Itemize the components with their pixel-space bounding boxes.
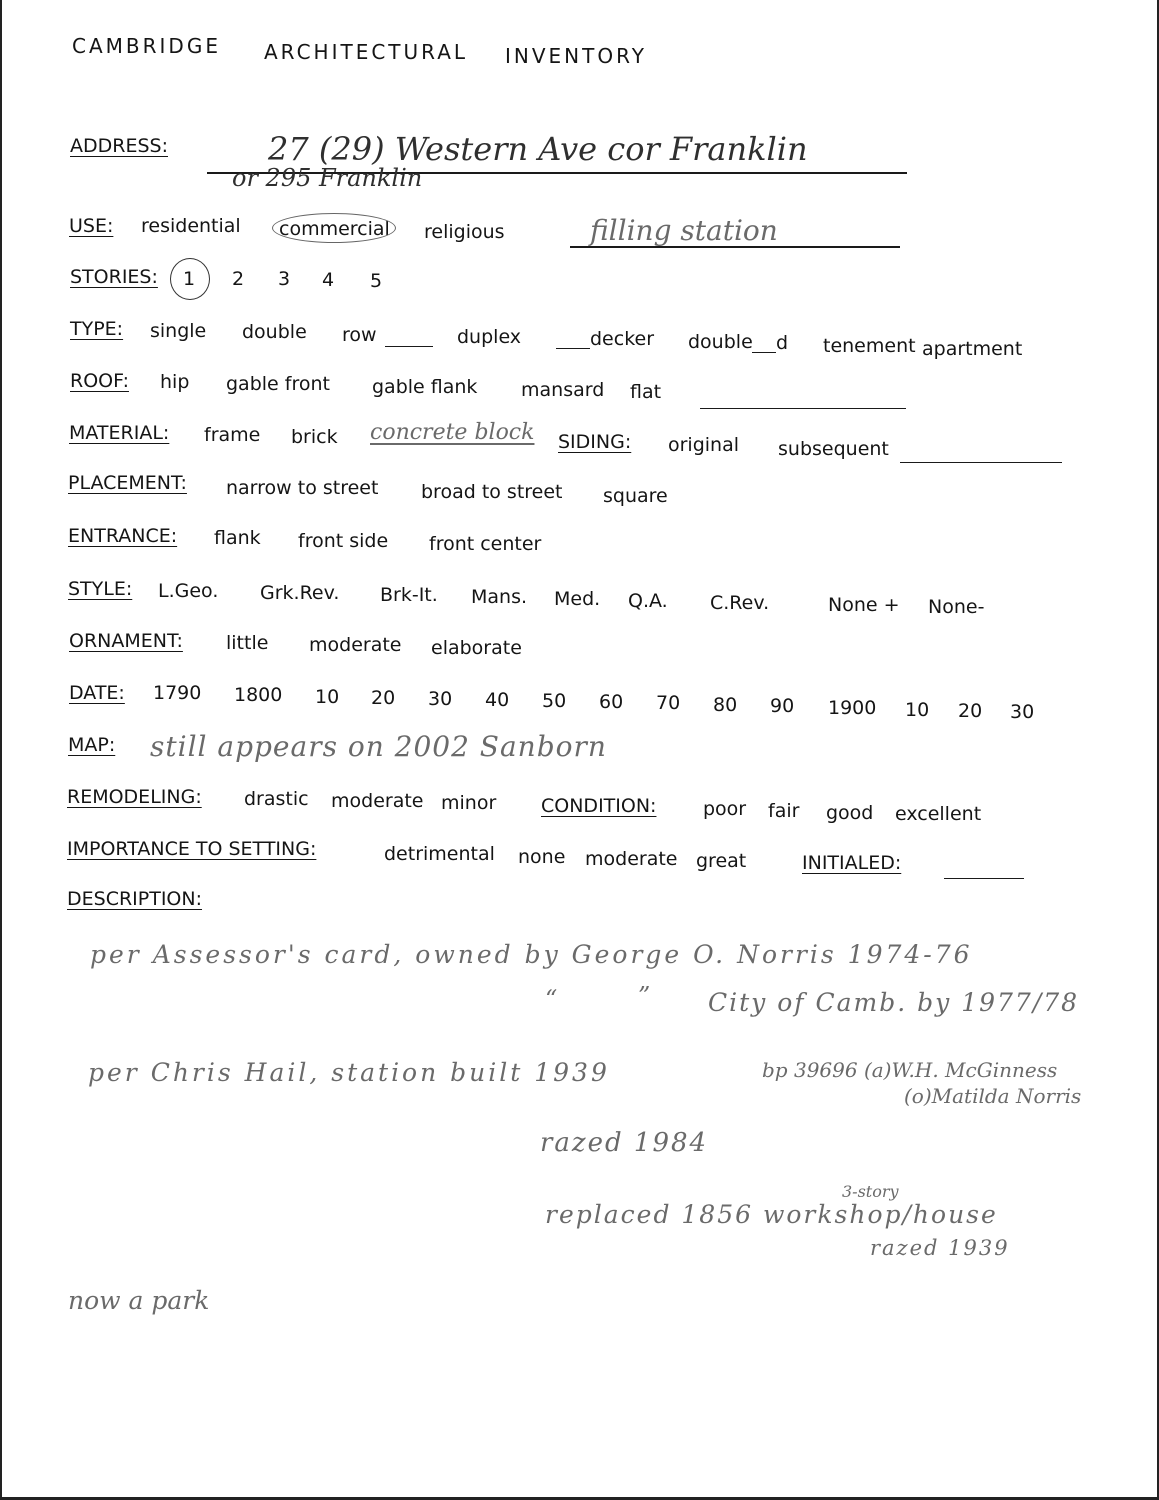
style-option-brkit: Brk-It. xyxy=(380,584,438,606)
importance-option-great: great xyxy=(696,850,747,872)
date-option-20a: 20 xyxy=(371,687,396,709)
roof-option-mansard: mansard xyxy=(521,379,605,401)
date-option-1790: 1790 xyxy=(153,682,202,704)
date-option-40: 40 xyxy=(485,689,510,711)
type-label: TYPE: xyxy=(70,318,124,340)
type-option-apartment: apartment xyxy=(922,338,1023,360)
map-value: still appears on 2002 Sanborn xyxy=(150,730,607,763)
type-option-double: double xyxy=(242,321,307,343)
siding-option-original: original xyxy=(668,434,740,456)
roof-option-hip: hip xyxy=(160,371,190,393)
style-option-crev: C.Rev. xyxy=(710,592,770,614)
page-edge-left xyxy=(0,0,2,1500)
map-label: MAP: xyxy=(68,734,116,756)
type-double-d-blank xyxy=(752,352,776,353)
roof-option-gable-front: gable front xyxy=(226,373,330,395)
description-ditto-close: ” xyxy=(638,982,651,1010)
style-option-none-minus: None- xyxy=(928,596,985,618)
roof-option-flat: flat xyxy=(630,381,662,403)
date-option-1800: 1800 xyxy=(234,684,283,706)
use-other-value: filling station xyxy=(590,214,778,247)
date-option-1900: 1900 xyxy=(828,697,877,719)
date-label: DATE: xyxy=(69,682,125,704)
remodeling-option-minor: minor xyxy=(441,792,497,814)
entrance-option-flank: flank xyxy=(214,527,261,549)
header-word-inventory: INVENTORY xyxy=(505,44,647,68)
placement-option-broad: broad to street xyxy=(421,481,563,503)
siding-option-subsequent: subsequent xyxy=(778,438,889,460)
description-ditto-open: “ xyxy=(545,985,558,1013)
date-option-60: 60 xyxy=(599,691,624,713)
use-option-commercial: commercial xyxy=(279,218,390,240)
date-option-10b: 10 xyxy=(905,699,930,721)
entrance-option-front-center: front center xyxy=(429,533,542,555)
placement-option-narrow: narrow to street xyxy=(226,477,379,499)
use-option-residential: residential xyxy=(141,215,241,237)
type-option-duplex: duplex xyxy=(457,326,522,348)
type-option-d: d xyxy=(776,332,789,354)
entrance-label: ENTRANCE: xyxy=(68,525,178,547)
style-label: STYLE: xyxy=(68,578,133,600)
address-value-line1: 27 (29) Western Ave cor Franklin xyxy=(268,130,808,168)
date-option-10a: 10 xyxy=(315,686,340,708)
remodeling-label: REMODELING: xyxy=(67,786,202,808)
roof-other-blank xyxy=(700,408,906,409)
type-option-decker: decker xyxy=(590,328,655,350)
description-label: DESCRIPTION: xyxy=(67,888,203,910)
condition-option-good: good xyxy=(826,802,874,824)
siding-label: SIDING: xyxy=(558,431,632,453)
remodeling-option-moderate: moderate xyxy=(331,790,424,812)
address-label: ADDRESS: xyxy=(70,135,168,157)
type-option-single: single xyxy=(150,320,207,342)
initialed-label: INITIALED: xyxy=(802,852,902,874)
condition-label: CONDITION: xyxy=(541,795,657,817)
description-note1-line2: City of Camb. by 1977/78 xyxy=(708,988,1080,1017)
style-option-mans: Mans. xyxy=(471,586,528,608)
stories-option-4: 4 xyxy=(322,269,335,291)
style-option-none-plus: None + xyxy=(828,594,900,616)
style-option-med: Med. xyxy=(554,588,601,610)
type-option-double-d: double xyxy=(688,331,753,353)
importance-label: IMPORTANCE TO SETTING: xyxy=(67,838,317,860)
placement-label: PLACEMENT: xyxy=(68,472,187,494)
type-row-blank xyxy=(385,346,433,347)
importance-option-none: none xyxy=(518,846,566,868)
use-label: USE: xyxy=(69,215,114,237)
stories-label: STORIES: xyxy=(70,266,158,288)
description-note3: razed 1984 xyxy=(540,1128,709,1158)
condition-option-poor: poor xyxy=(703,798,747,820)
stories-option-2: 2 xyxy=(232,268,245,290)
siding-other-blank xyxy=(900,462,1062,463)
date-option-90: 90 xyxy=(770,695,795,717)
condition-option-fair: fair xyxy=(768,800,800,822)
type-option-tenement: tenement xyxy=(823,335,916,357)
date-option-80: 80 xyxy=(713,694,738,716)
description-note5: now a park xyxy=(68,1286,210,1315)
description-note4-small: 3-story xyxy=(842,1182,899,1201)
description-note2-permit: bp 39696 (a)W.H. McGinness xyxy=(762,1058,1058,1082)
use-option-religious: religious xyxy=(424,221,505,243)
date-option-20b: 20 xyxy=(958,700,983,722)
description-note2-line1: per Chris Hail, station built 1939 xyxy=(88,1058,610,1087)
ornament-option-little: little xyxy=(226,632,269,654)
ornament-label: ORNAMENT: xyxy=(69,630,183,652)
date-option-50: 50 xyxy=(542,690,567,712)
stories-option-3: 3 xyxy=(278,268,291,290)
style-option-lgeo: L.Geo. xyxy=(158,580,219,602)
material-option-brick: brick xyxy=(291,426,338,448)
description-note4: replaced 1856 workshop/house xyxy=(545,1200,998,1229)
type-decker-blank xyxy=(556,348,590,349)
date-option-30a: 30 xyxy=(428,688,453,710)
header-word-architectural: ARCHITECTURAL xyxy=(264,40,469,64)
ornament-option-moderate: moderate xyxy=(309,634,402,656)
roof-option-gable-flank: gable flank xyxy=(372,376,478,398)
description-note4-line2: razed 1939 xyxy=(870,1236,1010,1260)
initialed-blank xyxy=(944,878,1024,879)
remodeling-option-drastic: drastic xyxy=(244,788,309,810)
style-option-qa: Q.A. xyxy=(628,590,668,612)
header-word-cambridge: CAMBRIDGE xyxy=(72,34,221,58)
placement-option-square: square xyxy=(603,485,668,507)
date-option-30b: 30 xyxy=(1010,701,1035,723)
description-note1-line1: per Assessor's card, owned by George O. Norris 1974-76 xyxy=(90,940,973,969)
use-selection-ellipse xyxy=(272,213,396,243)
importance-option-moderate: moderate xyxy=(585,848,678,870)
style-option-grkrev: Grk.Rev. xyxy=(260,582,340,604)
address-value-line2: or 295 Franklin xyxy=(232,164,423,192)
material-option-frame: frame xyxy=(204,424,261,446)
entrance-option-front-side: front side xyxy=(298,530,389,552)
ornament-option-elaborate: elaborate xyxy=(431,637,522,659)
roof-label: ROOF: xyxy=(70,370,129,392)
material-label: MATERIAL: xyxy=(69,422,170,444)
description-note2-owner: (o)Matilda Norris xyxy=(904,1084,1082,1108)
importance-option-detrimental: detrimental xyxy=(384,843,495,865)
date-option-70: 70 xyxy=(656,692,681,714)
condition-option-excellent: excellent xyxy=(895,803,982,825)
stories-option-1: 1 xyxy=(183,268,196,290)
type-option-row: row xyxy=(342,324,377,346)
stories-option-5: 5 xyxy=(370,270,383,292)
material-other-value: concrete block xyxy=(370,420,535,445)
